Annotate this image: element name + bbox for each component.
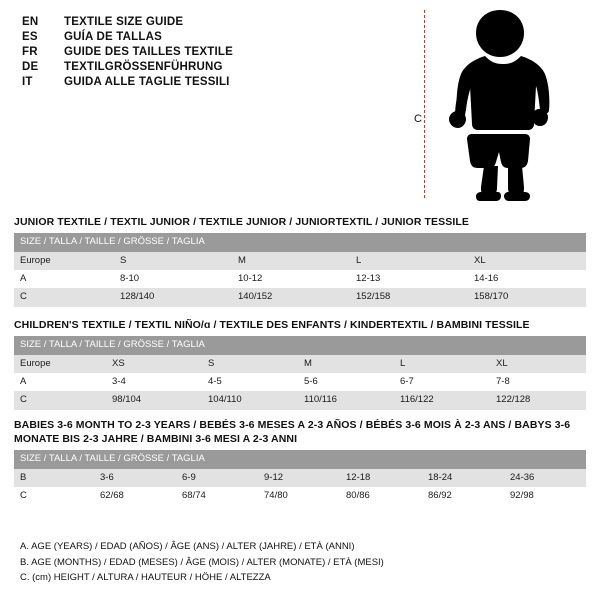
cell: 5-6 [298,373,394,391]
cell: 104/110 [202,391,298,409]
height-measure-line [424,10,425,198]
language-title: GUÍA DE TALLAS [64,31,162,43]
row-label: A [14,373,106,391]
row-label: C [14,487,94,505]
junior-size-table [14,233,586,307]
cell: 128/140 [114,288,232,306]
table-header-label: SIZE / TALLA / TAILLE / GRÖSSE / TAGLIA [14,336,586,354]
table-row [14,487,586,505]
section-children [14,318,586,410]
cell: 62/68 [94,487,176,505]
cell: 80/86 [340,487,422,505]
cell: 4-5 [202,373,298,391]
cell: 18-24 [422,469,504,487]
cell: 6-7 [394,373,490,391]
table-header-row [14,450,586,468]
row-label: Europe [14,355,106,373]
cell: 158/170 [468,288,586,306]
measurement-figure [412,8,582,203]
cell: 8-10 [114,270,232,288]
table-header-row [14,233,586,251]
language-title: TEXTILGRÖSSENFÜHRUNG [64,61,223,73]
section-title: JUNIOR TEXTILE / TEXTIL JUNIOR / TEXTILE JUNIOR / JUNIORTEXTIL / JUNIOR TESSILE [14,216,469,228]
cell: 9-12 [258,469,340,487]
measure-label-c: C [414,113,422,125]
row-label: Europe [14,252,114,270]
language-code: DE [22,61,39,73]
cell: 3-6 [94,469,176,487]
language-code: ES [22,31,38,43]
section-junior [14,215,586,307]
row-label: B [14,469,94,487]
children-size-table [14,336,586,410]
table-row [14,355,586,373]
language-title: TEXTILE SIZE GUIDE [64,16,184,28]
cell: 74/80 [258,487,340,505]
table-row [14,469,586,487]
babies-size-table [14,450,586,505]
cell: XS [106,355,202,373]
cell: 110/116 [298,391,394,409]
cell: 68/74 [176,487,258,505]
cell: 24-36 [504,469,586,487]
language-code: IT [22,76,33,88]
cell: S [114,252,232,270]
row-label: C [14,391,106,409]
table-header-label: SIZE / TALLA / TAILLE / GRÖSSE / TAGLIA [14,233,586,251]
cell: 12-18 [340,469,422,487]
language-row [22,61,402,73]
table-row [14,373,586,391]
cell: 7-8 [490,373,586,391]
section-title: BABIES 3-6 MONTH TO 2-3 YEARS / BEBÉS 3-6 MESES A 2-3 AÑOS / BÉBÉS 3-6 MOIS À 2-3 ANS / BABYS 3-6 MONATE BIS 2-3 JAHRE / BAMBINI 3-6 MESI A 2-3 ANNI [14,419,571,446]
cell: S [202,355,298,373]
language-code: FR [22,46,38,58]
table-row [14,391,586,409]
cell: M [298,355,394,373]
row-label: C [14,288,114,306]
cell: 12-13 [350,270,468,288]
cell: 14-16 [468,270,586,288]
legend-block [20,539,580,586]
cell: M [232,252,350,270]
cell: L [394,355,490,373]
table-header-row [14,336,586,354]
language-row [22,16,402,28]
legend-line-a: A. AGE (YEARS) / EDAD (AÑOS) / ÂGE (ANS) / ALTER (JAHRE) / ETÀ (ANNI) [20,540,355,552]
language-row [22,46,402,58]
cell: 116/122 [394,391,490,409]
cell: 122/128 [490,391,586,409]
table-header-label: SIZE / TALLA / TAILLE / GRÖSSE / TAGLIA [14,450,586,468]
language-row [22,31,402,43]
section-title: CHILDREN'S TEXTILE / TEXTIL NIÑO/ɑ / TEXTILE DES ENFANTS / KINDERTEXTIL / BAMBINI TESSILE [14,319,530,331]
table-row [14,288,586,306]
language-row [22,76,402,88]
table-row [14,270,586,288]
table-row [14,252,586,270]
row-label: A [14,270,114,288]
section-babies [14,418,586,506]
language-title: GUIDA ALLE TAGLIE TESSILI [64,76,230,88]
legend-line-b: B. AGE (MONTHS) / EDAD (MESES) / ÂGE (MOIS) / ALTER (MONATE) / ETÀ (MESI) [20,556,384,568]
cell: L [350,252,468,270]
cell: XL [468,252,586,270]
language-title-block [22,16,402,91]
cell: 98/104 [106,391,202,409]
cell: 86/92 [422,487,504,505]
language-title: GUIDE DES TAILLES TEXTILE [64,46,233,58]
cell: XL [490,355,586,373]
cell: 3-4 [106,373,202,391]
legend-line-c: C. (cm) HEIGHT / ALTURA / HAUTEUR / HÖHE / ALTEZZA [20,572,271,584]
cell: 140/152 [232,288,350,306]
cell: 6-9 [176,469,258,487]
cell: 92/98 [504,487,586,505]
child-silhouette-icon [438,8,568,203]
cell: 10-12 [232,270,350,288]
cell: 152/158 [350,288,468,306]
language-code: EN [22,16,39,28]
